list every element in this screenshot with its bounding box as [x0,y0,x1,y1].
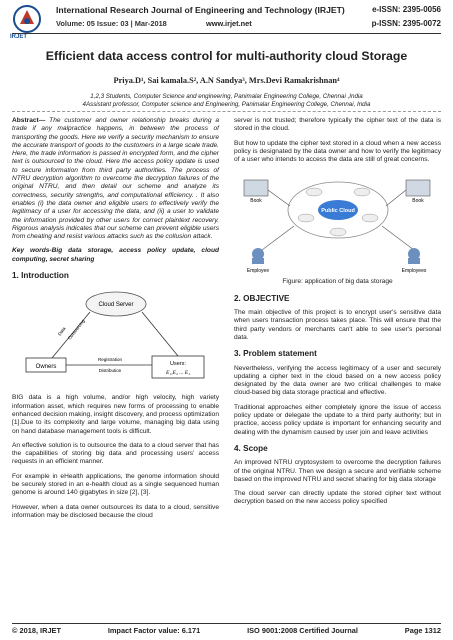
book-right-label: Book [412,198,424,205]
objective-paragraph: The main objective of this project is to encrypt user's sensitive data when users transaction process takes place. This will ensure that the third party vendors or merchants can't able to see user's personal data. [234,309,441,341]
section-introduction-title: 1. Introduction [12,271,69,281]
affiliation-students: 1,2,3 Students, Computer Science and engineering, Panimalar Engineering College, Chennai ,India [90,93,363,100]
authors: Priya.D¹, Sai kamala.S², A.N Sandya³, Mrs.Devi Ramakrishnan⁴ [113,76,340,85]
footer-iso: ISO 9001:2008 Certified Journal [247,626,358,635]
pissn: p-ISSN: 2395-0072 [371,19,441,28]
right-paragraph-2: But how to update the cipher text stored in a cloud when a new access policy is designated by the data owner and how to verify the legitimacy of a user who intends to access the data are still of great concerns. [234,139,441,164]
figure-caption: Figure: application of big data storage [282,278,393,286]
intro-paragraph-2: An effective solution is to outsource the data to a cloud server that has the capabilities of storing big data and processing users' access requests in an efficient manner. [12,441,219,466]
employee-left-label: Employee [246,268,270,275]
registration-label: Registration [97,357,123,363]
problem-paragraph-1: Nevertheless, verifying the access legitimacy of a user and securely updating a cipher text in the cloud based on a new access policy designated by the data owner are two critical challenges to make cloud-based big data storage practical and effective. [234,364,441,397]
affiliations [0,93,453,110]
outsourcing-label: Outsourcing [66,318,86,341]
volume-issue: Volume: 05 Issue: 03 | Mar-2018 [56,19,167,28]
cloud-server-label: Cloud Server [98,302,134,309]
eissn: e-ISSN: 2395-0056 [372,5,441,14]
footer-impact: Impact Factor value: 6.171 [107,626,201,635]
affiliation-professor: 4Assistant professor, Computer science and Engineering, Panimalar Engineering College, Chennai, India [82,101,371,109]
right-column [234,117,441,513]
footer-page: Page 1312 [404,626,441,635]
divider [12,111,441,112]
abstract-label: Abstract— [12,117,46,124]
intro-paragraph-1: BIG data is a high volume, and/or high velocity, high variety information asset, which requires new forms of processing to enable enhanced decision making, insight discovery, and process optimization [1].Due to its complexity and large volume, managing big data using on hand database management tools is difficult. [12,394,219,435]
abstract [12,117,219,241]
problem-paragraph-2: Traditional approaches either completely ignore the issue of access policy update or delegate the update to a third party authority; but in practice, access policy update is important for enhancing security and dealing with the dynamism caused by user join and leave activities [234,403,441,436]
users-math: Ε₁,Ε₂ ... Ε₁ [165,370,191,377]
website-link[interactable]: www.irjet.net [206,19,252,28]
scope-paragraph-1: An improved NTRU cryptosystem to overcome the decryption failures of the original NTRU. Then we design a secure and verifiable scheme based on the improved NTRU and secret sharing for big data storage [234,459,441,483]
architecture-diagram [12,286,219,386]
scope-paragraph-2: The cloud server can directly update the stored cipher text without decryption based on the new access policy specified [234,490,441,506]
keywords: Key words-Big data storage, access policy update, cloud computing, secret sharing [12,247,219,263]
intro-paragraph-4: However, when a data owner outsources its data to a cloud, sensitive information may be disclosed because the cloud [12,503,219,519]
owners-label: Owners [35,364,57,371]
abstract-text: The customer and owner relationship breaks during a trade if any malpractice happens, in between the process of transporting the goods. Here we verify a security mechanism to ensure the accurate transport of goods to the customers in a large scale trade. Here, the trade information is passed in encrypted form, and the cipher text is outsourced to the cloud. Here the access policy update is used to secure information from third party authorities. The process of NTRU decryption algorithm to overcome the decryption failures of the original NTRU, and then detail our scheme and analyze its correctness, security strengths, and computational efficiency. . It also enables (i) the data owner and eligible users to effectively verify the legitimacy of a user for accessing the data, and (ii) a user to validate the information provided by other users for correct plaintext recovery. Rigorous analysis indicates that our scheme can prevent eligible users from cheating and resist various attacks such as the collusion attack. [12,117,219,241]
header-rule [12,33,441,34]
figure-cloud-architecture [12,286,219,386]
intro-paragraph-3: For example in eHealth applications, the genome information should be securely stored in an e-health cloud as a single sequenced human genome is around 140 gigabytes in size [2], [3]. [12,472,219,497]
logo-text: IRJET [10,34,28,40]
page-footer [12,623,441,635]
section-objective-title: 2. OBJECTIVE [234,293,290,303]
employee-right-label: Employees [401,268,427,275]
journal-name: International Research Journal of Engineering and Technology (IRJET) [56,5,345,15]
irjet-logo-icon [12,4,42,34]
paper-title: Efficient data access control for multi-authority cloud Storage [45,49,408,63]
page-header [0,0,453,44]
big-data-diagram [234,170,441,276]
right-paragraph-1: server is not trusted; therefore typically the cipher text of the data is stored in the cloud. [234,117,441,133]
users-label: Users: [170,361,186,368]
data-label: Data [56,326,67,337]
distribution-label: Distribution [98,368,122,374]
section-problem-title: 3. Problem statement [234,349,317,359]
footer-copyright: © 2018, IRJET [12,626,61,635]
public-cloud-label: Public Cloud [321,208,355,215]
figure-big-data-storage [234,170,441,276]
left-column [12,117,219,526]
section-scope-title: 4. Scope [234,443,268,453]
book-left-label: Book [250,198,262,205]
